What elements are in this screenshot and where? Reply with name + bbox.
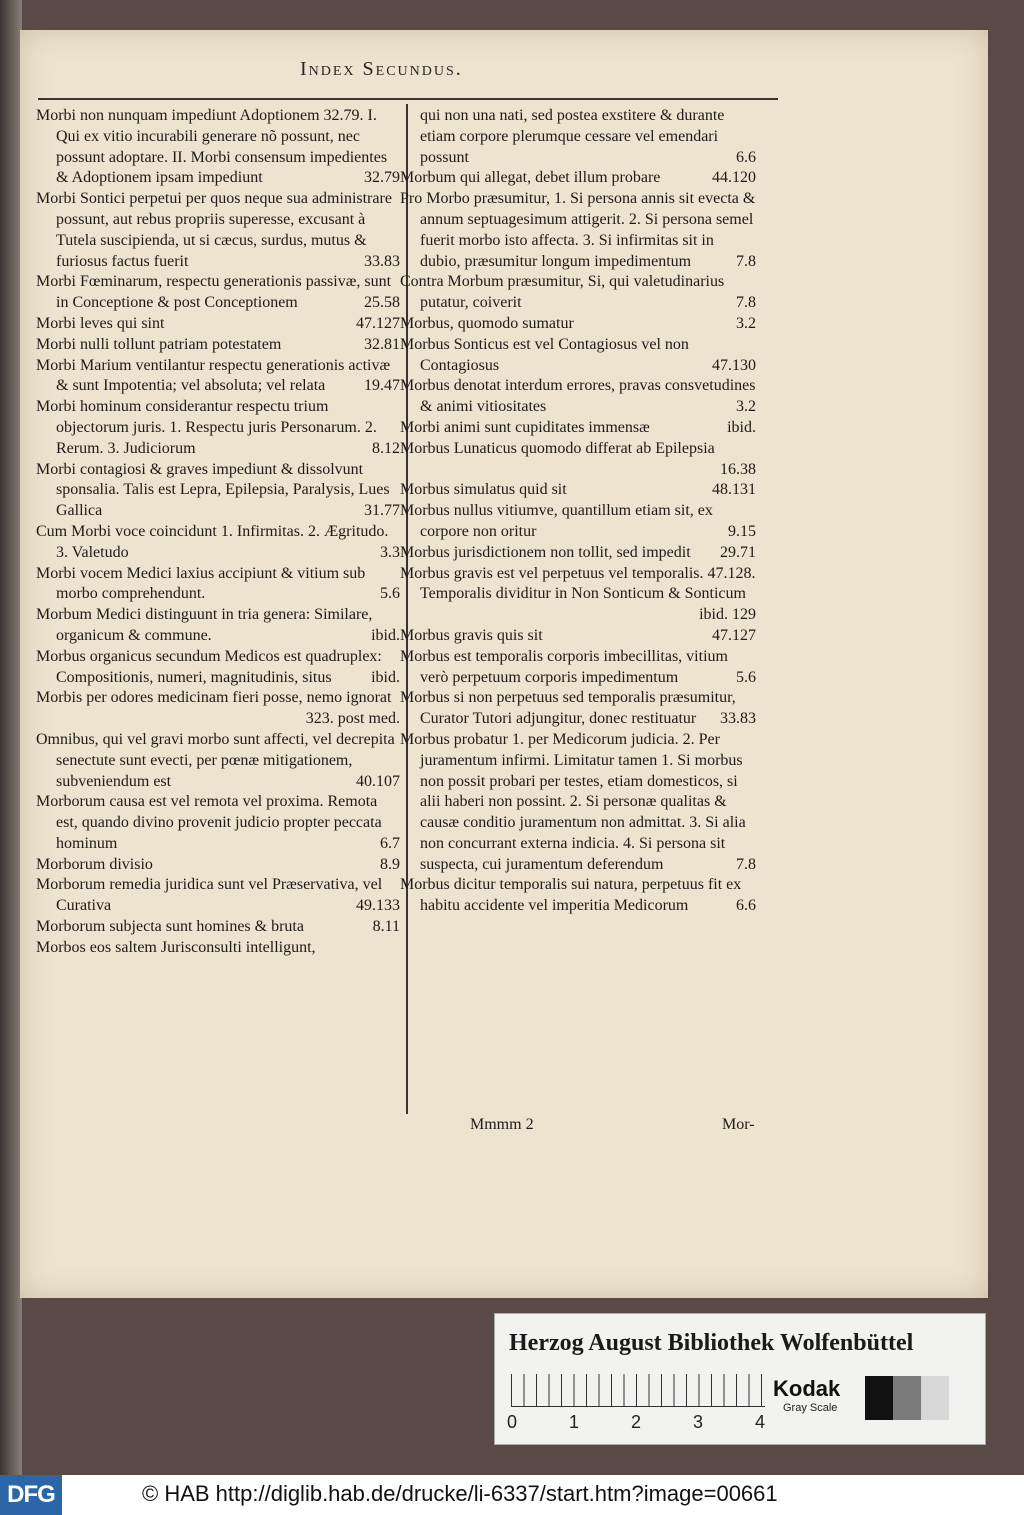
dfg-logo: DFG bbox=[0, 1475, 62, 1515]
entry-text: Morbus si non perpetuus sed temporalis præsumitur, Curator Tutori adjungitur, donec restituatur bbox=[400, 689, 736, 728]
signature-mark: Mmmm 2 bbox=[470, 1116, 534, 1133]
entry-text: Morborum divisio bbox=[36, 855, 153, 873]
library-name: Herzog August Bibliothek Wolfenbüttel bbox=[509, 1330, 914, 1356]
index-entry bbox=[400, 564, 756, 626]
entry-text: Morbus gravis est vel perpetuus vel temporalis. 47.128. Temporalis dividitur in Non Sonticum & Sonticum bbox=[400, 564, 756, 603]
page-reference: 7.8 bbox=[736, 294, 756, 312]
entry-text: Morbi Marium ventilantur respectu generationis activæ & sunt Impotentia; vel absoluta; vel relata bbox=[36, 356, 391, 395]
page-reference: 3.2 bbox=[736, 398, 756, 416]
entry-text: Morborum remedia juridica sunt vel Præservativa, vel Curativa bbox=[36, 876, 383, 915]
entry-text: Morbus probatur 1. per Medicorum judicia. 2. Per juramentum infirmi. Limitatur tamen 1. Si morbus non possit probari per testes, etiam domesticos, si alii haberi non possint. 2. Si personæ qualitas & causæ conditio juramentum non admittat. 3. Si alia non concurrant externa indicia. 4. Si persona sit suspecta, cui juramentum deferendum bbox=[400, 730, 746, 873]
catchword: Mor- bbox=[722, 1116, 755, 1133]
page-reference: 33.83 bbox=[720, 710, 756, 728]
color-reference-card bbox=[494, 1313, 986, 1445]
entry-text: Morbus, quomodo sumatur bbox=[400, 314, 574, 332]
gray-swatch-mid bbox=[893, 1376, 921, 1420]
gray-swatch-dark bbox=[865, 1376, 893, 1420]
entry-text: Morbi leves qui sint bbox=[36, 314, 165, 332]
page-reference: 9.15 bbox=[728, 522, 756, 540]
page-reference: 3.2 bbox=[736, 314, 756, 332]
right-column bbox=[400, 106, 756, 917]
entry-text: Morbus jurisdictionem non tollit, sed impedit bbox=[400, 543, 691, 561]
index-entry bbox=[36, 688, 400, 730]
index-entry bbox=[36, 875, 400, 917]
index-entry bbox=[36, 792, 400, 854]
page-reference: 31.77 bbox=[364, 502, 400, 520]
page-reference: 16.38 bbox=[720, 460, 756, 478]
index-entry bbox=[400, 106, 756, 168]
index-entry bbox=[36, 564, 400, 606]
page-reference: 47.127 bbox=[356, 314, 400, 332]
page-reference: 8.12 bbox=[372, 439, 400, 457]
index-entry bbox=[400, 439, 756, 481]
page-reference: 47.130 bbox=[712, 356, 756, 374]
index-entry bbox=[400, 272, 756, 314]
gray-swatch-light bbox=[921, 1376, 949, 1420]
entry-text: Morbis per odores medicinam fieri posse, nemo ignorat bbox=[36, 689, 392, 707]
entry-text: Morbus organicus secundum Medicos est quadruplex: Compositionis, numeri, magnitudinis, situs bbox=[36, 647, 382, 686]
entry-text: Cum Morbi voce coincidunt 1. Infirmitas. 2. Ægritudo. 3. Valetudo bbox=[36, 522, 389, 561]
entry-text: qui non una nati, sed postea exstitere & durante etiam corpore plerumque cessare vel emendari possunt bbox=[420, 107, 725, 166]
index-entry bbox=[400, 480, 756, 501]
page-reference: 6.6 bbox=[736, 148, 756, 166]
entry-text: Morbus dicitur temporalis sui natura, perpetuus fit ex habitu accidente vel imperitia Medicorum bbox=[400, 876, 742, 915]
gray-scale-label: Gray Scale bbox=[783, 1402, 838, 1414]
scale-number: 2 bbox=[631, 1412, 642, 1432]
page-reference: 323. post med. bbox=[305, 710, 400, 728]
page-reference: 44.120 bbox=[712, 169, 756, 187]
index-entry bbox=[36, 272, 400, 314]
page-reference: 8.11 bbox=[372, 918, 400, 936]
page-reference: 6.6 bbox=[736, 897, 756, 915]
index-entry bbox=[400, 543, 756, 564]
credit-bar bbox=[0, 1475, 1024, 1515]
ruler-scale bbox=[511, 1374, 765, 1407]
index-entry bbox=[400, 376, 756, 418]
entry-text: Morbi animi sunt cupiditates immensæ bbox=[400, 418, 650, 436]
page-reference: ibid. bbox=[371, 626, 400, 644]
index-entry bbox=[400, 501, 756, 543]
index-entry bbox=[36, 647, 400, 689]
index-entry bbox=[400, 168, 756, 189]
entry-text: Morbus Lunaticus quomodo differat ab Epilepsia bbox=[400, 439, 715, 457]
scale-number: 0 bbox=[507, 1412, 518, 1432]
entry-text: Morbus Sonticus est vel Contagiosus vel non Contagiosus bbox=[400, 335, 689, 374]
entry-text: Morbum Medici distinguunt in tria genera: Similare, organicum & commune. bbox=[36, 606, 373, 644]
entry-text: Morbus simulatus quid sit bbox=[400, 481, 567, 499]
entry-text: Morbi non nunquam impediunt Adoptionem 32.79. I. Qui ex vitio incurabili generare nõ possunt, nec possunt adoptare. II. Morbi consensum impedientes & Adoptionem ipsam impediunt bbox=[36, 107, 388, 187]
page-reference: 29.71 bbox=[720, 543, 756, 561]
page-reference: 47.127 bbox=[712, 626, 756, 644]
index-entry bbox=[400, 314, 756, 335]
kodak-logo: Kodak bbox=[773, 1376, 841, 1401]
entry-text: Morborum causa est vel remota vel proxima. Remota est, quando divino provenit judicio propter peccata hominum bbox=[36, 793, 382, 852]
index-entry bbox=[400, 647, 756, 689]
index-entry bbox=[36, 460, 400, 522]
left-column bbox=[36, 106, 400, 959]
index-entry bbox=[36, 335, 400, 356]
page-reference: 33.83 bbox=[364, 252, 400, 270]
entry-text: Morbus gravis quis sit bbox=[400, 626, 543, 644]
index-entry bbox=[400, 688, 756, 730]
index-entry bbox=[36, 106, 400, 189]
page-reference: 7.8 bbox=[736, 855, 756, 873]
entry-text: Morbi vocem Medici laxius accipiunt & vitium sub morbo comprehendunt. bbox=[36, 564, 366, 603]
index-entry bbox=[36, 356, 400, 398]
running-head: Index Secundus. bbox=[300, 58, 463, 80]
entry-text: Morbi hominum considerantur respectu trium objectorum juris. 1. Respectu juris Personarum. 2. Rerum. 3. Judiciorum bbox=[36, 398, 377, 457]
entry-text: Morbi Fœminarum, respectu generationis passivæ, sunt in Conceptione & post Conceptionem bbox=[36, 273, 392, 312]
page-reference: 5.6 bbox=[736, 668, 756, 686]
index-entry bbox=[36, 397, 400, 459]
index-entry bbox=[400, 189, 756, 272]
index-entry bbox=[36, 605, 400, 647]
page-reference: 19.47 bbox=[364, 377, 400, 395]
page-reference: 25.58 bbox=[364, 294, 400, 312]
entry-text: Morbi Sontici perpetui per quos neque sua administrare possunt, aut rebus propriis superesse, excusant à Tutela suscipienda, ut si cæcus, surdus, mutus & furiosus factus fuerit bbox=[36, 190, 392, 270]
page-reference: 3.3 bbox=[380, 543, 400, 561]
entry-text: Morbum qui allegat, debet illum probare bbox=[400, 169, 661, 187]
scale-number: 1 bbox=[569, 1412, 580, 1432]
page-reference: 6.7 bbox=[380, 834, 400, 852]
entry-text: Omnibus, qui vel gravi morbo sunt affecti, vel decrepita senectute sunt evecti, per pœnæ mitigationem, subveniendum est bbox=[36, 730, 395, 790]
page-reference: ibid. 129 bbox=[699, 606, 756, 624]
index-entry bbox=[400, 875, 756, 917]
page-reference: 5.6 bbox=[380, 585, 400, 603]
index-entry bbox=[400, 626, 756, 647]
credit-link[interactable]: © HAB http://diglib.hab.de/drucke/li-6337/start.htm?image=00661 bbox=[142, 1481, 778, 1506]
header-rule bbox=[38, 98, 778, 100]
page-reference: 32.79 bbox=[364, 169, 400, 187]
page-reference: 48.131 bbox=[712, 481, 756, 499]
index-entry bbox=[36, 730, 400, 792]
entry-text: Morbos eos saltem Jurisconsulti intelligunt, bbox=[36, 938, 316, 956]
page-reference: ibid. bbox=[371, 668, 400, 686]
index-entry bbox=[400, 335, 756, 377]
page-reference: ibid. bbox=[727, 418, 756, 436]
page-reference: 8.9 bbox=[380, 855, 400, 873]
index-entry bbox=[36, 189, 400, 272]
entry-text: Morborum subjecta sunt homines & bruta bbox=[36, 918, 304, 936]
entry-text: Contra Morbum præsumitur, Si, qui valetudinarius putatur, coiverit bbox=[400, 273, 725, 312]
entry-text: Morbus nullus vitiumve, quantillum etiam sit, ex corpore non oritur bbox=[400, 502, 713, 540]
book-spine-edge bbox=[0, 0, 22, 1475]
index-entry bbox=[36, 855, 400, 876]
index-entry bbox=[400, 418, 756, 439]
entry-text: Morbi nulli tollunt patriam potestatem bbox=[36, 335, 282, 353]
index-entry bbox=[36, 917, 400, 938]
page-reference: 32.81 bbox=[364, 335, 400, 353]
index-entry bbox=[36, 314, 400, 335]
scale-number: 4 bbox=[755, 1412, 766, 1432]
entry-text: Morbus denotat interdum errores, pravas consvetudines & animi vitiositates bbox=[400, 377, 756, 416]
entry-text: Morbus est temporalis corporis imbecillitas, vitium verò perpetuum corporis impedimentum bbox=[400, 647, 728, 686]
entry-text: Morbi contagiosi & graves impediunt & dissolvunt sponsalia. Talis est Lepra, Epilepsia, Paralysis, Lues Gallica bbox=[36, 460, 390, 520]
page-reference: 40.107 bbox=[356, 772, 400, 790]
scale-number: 3 bbox=[693, 1412, 704, 1432]
entry-text: Pro Morbo præsumitur, 1. Si persona annis sit evecta & annum septuagesimum attigerit. 2. Si persona semel fuerit morbo isto affecta. 3. Si infirmitas sit in dubio, præsumitur longum impedimentum bbox=[400, 190, 756, 270]
page-reference: 7.8 bbox=[736, 252, 756, 270]
index-entry bbox=[400, 730, 756, 876]
index-entry bbox=[36, 938, 400, 959]
page-reference: 49.133 bbox=[356, 897, 400, 915]
index-entry bbox=[36, 522, 400, 564]
